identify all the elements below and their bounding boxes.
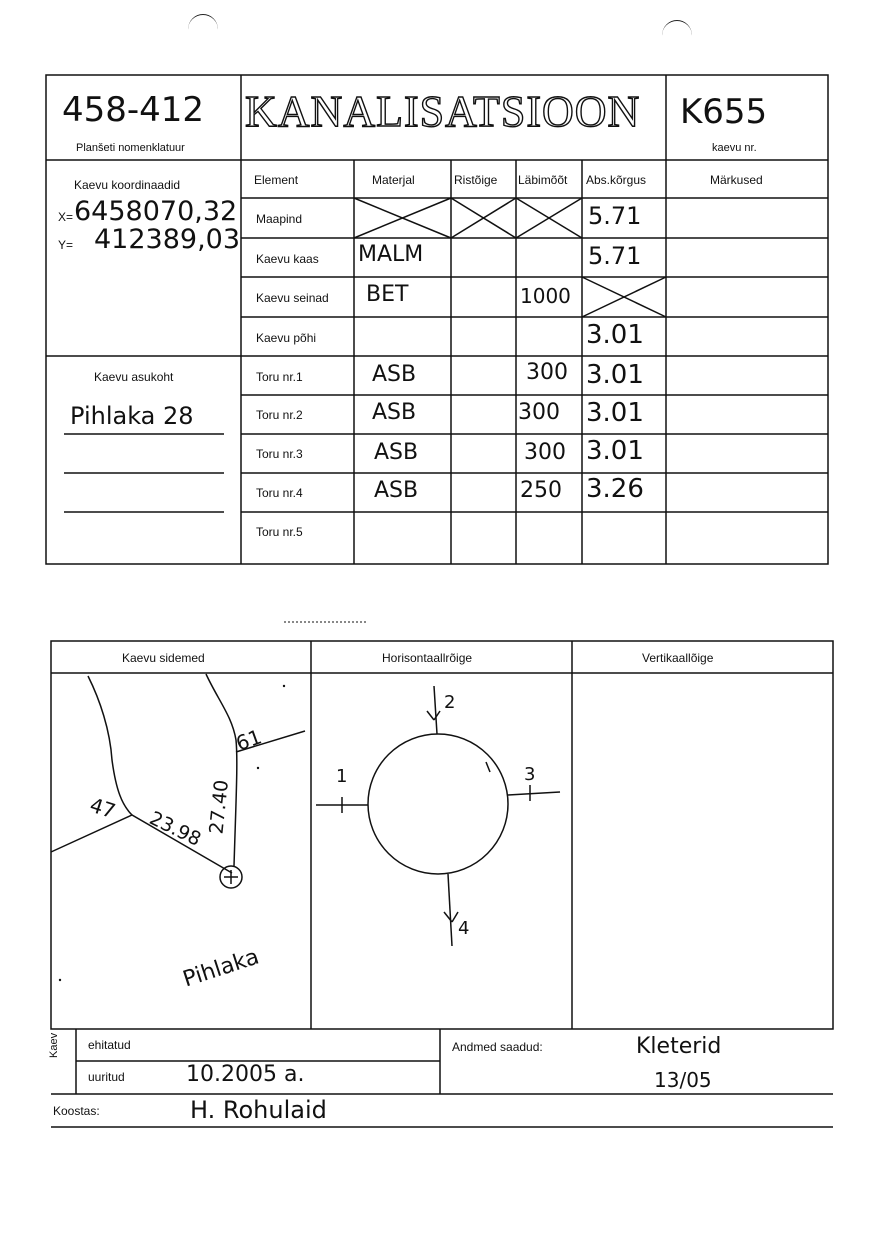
- row-element: Toru nr.2: [256, 408, 303, 422]
- row-material: ASB: [372, 362, 417, 387]
- pipe-number-1: 1: [336, 766, 348, 787]
- row-element: Toru nr.4: [256, 486, 303, 500]
- data-received-date: 13/05: [654, 1068, 712, 1092]
- row-material: ASB: [374, 440, 419, 465]
- row-diameter: 300: [518, 400, 560, 425]
- col-header-elevation: Abs.kõrgus: [586, 173, 647, 187]
- row-element: Kaevu kaas: [256, 252, 319, 266]
- tie-distance-c: 23.98: [145, 807, 205, 851]
- pipe-number-3: 3: [524, 764, 536, 785]
- y-coordinate-value: 412389,03: [94, 224, 241, 255]
- row-elevation: 3.01: [586, 436, 644, 466]
- row-diameter: 250: [520, 478, 562, 503]
- x-coordinate-value: 6458070,32: [74, 196, 238, 227]
- data-received-label: Andmed saadud:: [452, 1040, 543, 1054]
- col-header-cross-section: Ristõige: [454, 173, 498, 187]
- data-received-value: Kleterid: [636, 1034, 722, 1059]
- location-label: Kaevu asukoht: [94, 370, 174, 384]
- well-id-label: kaevu nr.: [712, 142, 757, 154]
- street-name: Pihlaka: [180, 944, 263, 993]
- pipe-number-4: 4: [458, 918, 470, 939]
- well-side-label: Kaev: [48, 1032, 60, 1058]
- col-header-notes: Märkused: [710, 173, 763, 187]
- tie-distance-d: 27.40: [205, 778, 233, 836]
- coordinates-label: Kaevu koordinaadid: [74, 178, 181, 192]
- row-diameter: 1000: [520, 284, 571, 308]
- horizontal-section-label: Horisontaallrõige: [382, 651, 473, 665]
- form-title: KANALISATSIOON: [245, 87, 641, 136]
- row-material: ASB: [372, 400, 417, 425]
- surveyed-date: 10.2005 a.: [186, 1062, 305, 1087]
- row-element: Kaevu põhi: [256, 331, 317, 345]
- row-element: Toru nr.5: [256, 525, 303, 539]
- pipe-number-2: 2: [444, 692, 456, 713]
- sheet-number-label: Planšeti nomenklatuur: [76, 142, 185, 154]
- row-elevation: 3.01: [586, 398, 644, 428]
- row-element: Toru nr.3: [256, 447, 303, 461]
- well-id: K655: [680, 92, 768, 132]
- row-element: Toru nr.1: [256, 370, 303, 384]
- row-material: BET: [366, 282, 409, 307]
- y-coordinate-prefix: Y=: [58, 238, 74, 252]
- row-elevation: 3.01: [586, 360, 644, 390]
- ties-panel-label: Kaevu sidemed: [122, 651, 205, 665]
- row-diameter: 300: [526, 360, 568, 385]
- row-diameter: 300: [524, 440, 566, 465]
- row-element: Kaevu seinad: [256, 291, 329, 305]
- row-element: Maapind: [256, 212, 303, 226]
- col-header-diameter: Läbimõõt: [518, 173, 568, 187]
- tie-distance-a: 61: [232, 724, 265, 756]
- col-header-element: Element: [254, 173, 299, 187]
- row-material: ASB: [374, 478, 419, 503]
- surveyed-label: uuritud: [88, 1070, 125, 1084]
- compiled-by-name: H. Rohulaid: [190, 1096, 327, 1124]
- location-address: Pihlaka 28: [70, 402, 194, 430]
- row-elevation: 5.71: [588, 202, 642, 230]
- row-material: MALM: [358, 242, 424, 267]
- row-elevation: 3.01: [586, 320, 644, 350]
- x-coordinate-prefix: X=: [58, 210, 74, 224]
- built-label: ehitatud: [88, 1038, 131, 1052]
- vertical-section-label: Vertikaallõige: [642, 651, 714, 665]
- tie-distance-b: 47: [86, 792, 119, 824]
- compiled-by-label: Koostas:: [53, 1104, 100, 1118]
- sheet-number: 458-412: [62, 90, 205, 130]
- row-elevation: 3.26: [586, 474, 644, 504]
- col-header-material: Materjal: [372, 173, 415, 187]
- row-elevation: 5.71: [588, 242, 642, 270]
